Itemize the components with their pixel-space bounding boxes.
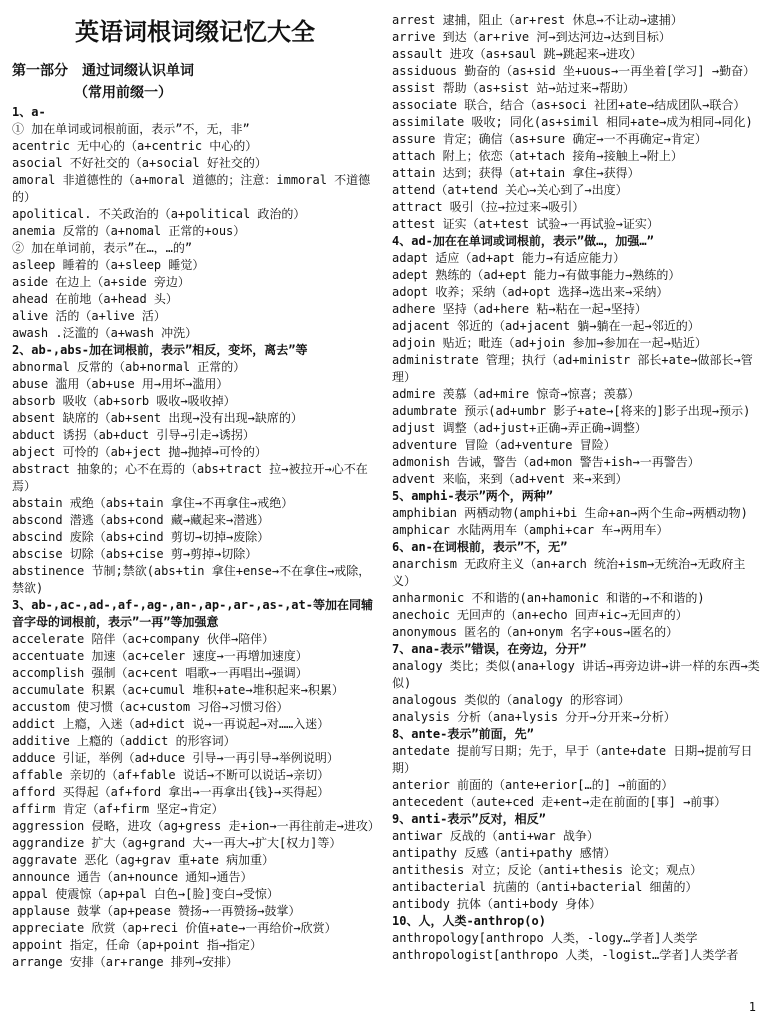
entry-line: aggravate 恶化（ag+grav 重+ate 病加重） xyxy=(12,853,275,867)
entry-line: affable 亲切的（af+fable 说话→不断可以说话→亲切） xyxy=(12,768,330,782)
entry-line: anemia 反常的（a+nomal 正常的+ous） xyxy=(12,224,246,238)
entry-line: appreciate 欣赏（ap+reci 价值+ate→一再给价→欣赏） xyxy=(12,921,337,935)
entry-line: applause 鼓掌（ap+pease 赞扬→一再赞扬→鼓掌） xyxy=(12,904,301,918)
entry-line: assimilate 吸收; 同化(as+simil 相同+ate→成为相同→同化) xyxy=(392,115,753,129)
section-heading: 9、anti-表示”反对，相反” xyxy=(392,812,546,826)
entry-line: adjacent 邻近的（ad+jacent 躺→躺在一起→邻近的） xyxy=(392,319,700,333)
entry-line: adjust 调整（ad+just+正确→弄正确→调整） xyxy=(392,421,647,435)
entry-line: adept 熟练的（ad+ept 能力→有做事能力→熟练的） xyxy=(392,268,681,282)
entry-line: alive 活的（a+live 活） xyxy=(12,309,166,323)
entry-line: amphibian 两栖动物(amphi+bi 生命+an→两个生命→两栖动物) xyxy=(392,506,748,520)
entry-line: administrate 管理；执行（ad+ministr 部长+ate→做部长→管理） xyxy=(392,353,753,384)
entry-line: apolitical. 不关政治的（a+political 政治的） xyxy=(12,207,306,221)
entry-line: amoral 非道德性的（a+moral 道德的；注意：immoral 不道德的） xyxy=(12,173,371,204)
section-heading: 10、人，人类-anthrop(o) xyxy=(392,914,546,928)
entry-line: adjoin 贴近；毗连（ad+join 参加→参加在一起→贴近） xyxy=(392,336,707,350)
section-heading: 2、ab-,abs-加在词根前，表示”相反，变坏，离去”等 xyxy=(12,343,308,357)
section-heading: 4、ad-加在在单词或词根前，表示”做…，加强…” xyxy=(392,234,654,248)
entry-line: analysis 分析（ana+lysis 分开→分开来→分析） xyxy=(392,710,676,724)
entry-line: antithesis 对立；反论（anti+thesis 论文；观点） xyxy=(392,863,703,877)
section-heading: 5、amphi-表示”两个，两种” xyxy=(392,489,554,503)
entry-line: adventure 冒险（ad+venture 冒险） xyxy=(392,438,616,452)
entry-line: absorb 吸收（ab+sorb 吸收→吸收掉） xyxy=(12,394,236,408)
entry-line: aside 在边上（a+side 旁边） xyxy=(12,275,190,289)
entry-line: anarchism 无政府主义（an+arch 统治+ism→无统治→无政府主义） xyxy=(392,557,746,588)
section-heading: 6、an-在词根前，表示”不，无” xyxy=(392,540,568,554)
entry-line: afford 买得起（af+ford 拿出→一再拿出{钱}→买得起） xyxy=(12,785,330,799)
entry-line: advent 来临，来到（ad+vent 来→来到） xyxy=(392,472,628,486)
entry-line: accentuate 加速（ac+celer 速度→一再增加速度） xyxy=(12,649,308,663)
section-heading: 8、ante-表示”前面，先” xyxy=(392,727,534,741)
entry-line: abscise 切除（abs+cise 剪→剪掉→切除） xyxy=(12,547,258,561)
entry-line: antecedent（aute+ced 走+ent→走在前面的[事] →前事） xyxy=(392,795,727,809)
entry-line: accelerate 陪伴（ac+company 伙伴→陪伴） xyxy=(12,632,275,646)
entry-line: associate 联合，结合（as+soci 社团+ate→结成团队→联合） xyxy=(392,98,746,112)
entry-line: adapt 适应（ad+apt 能力→有适应能力） xyxy=(392,251,626,265)
entry-line: abstract 抽象的；心不在焉的（abs+tract 拉→被拉开→心不在焉） xyxy=(12,462,368,493)
entry-line: attain 达到；获得（at+tain 拿住→获得） xyxy=(392,166,640,180)
entry-line: antibacterial 抗菌的（anti+bacterial 细菌的） xyxy=(392,880,698,894)
entry-line: antiwar 反战的（anti+war 战争） xyxy=(392,829,599,843)
entry-line: abstain 戒绝（abs+tain 拿住→不再拿住→戒绝） xyxy=(12,496,294,510)
entry-line: attach 附上；依恋（at+tach 接角→接触上→附上） xyxy=(392,149,683,163)
entry-line: affirm 肯定（af+firm 坚定→肯定） xyxy=(12,802,224,816)
entry-line: antipathy 反感（anti+pathy 感情） xyxy=(392,846,616,860)
entry-line: analogy 类比；类似(ana+logy 讲话→再旁边讲→讲一样的东西→类似) xyxy=(392,659,760,690)
entry-line: anechoic 无回声的（an+echo 回声+ic→无回声的） xyxy=(392,608,688,622)
part-subheading: （常用前缀一） xyxy=(74,85,172,101)
entry-line: attract 吸引（拉→拉过来→吸引） xyxy=(392,200,585,214)
entry-line: assist 帮助（as+sist 站→站过来→帮助） xyxy=(392,81,635,95)
entry-line: abuse 滥用（ab+use 用→用坏→滥用） xyxy=(12,377,229,391)
entry-line: ahead 在前地（a+head 头） xyxy=(12,292,178,306)
entry-line: awash .泛滥的（a+wash 冲洗） xyxy=(12,326,198,340)
entry-line: attend（at+tend 关心→关心到了→出度） xyxy=(392,183,628,197)
section-heading: 1、a- xyxy=(12,105,46,119)
entry-line: antedate 提前写日期；先于，早于（ante+date 日期→提前写日期） xyxy=(392,744,753,775)
entry-line: assure 肯定；确信（as+sure 确定→一不再确定→肯定） xyxy=(392,132,707,146)
entry-line: admonish 告诫，警告（ad+mon 警告+ish→一再警告） xyxy=(392,455,700,469)
entry-line: absent 缺席的（ab+sent 出现→没有出现→缺席的） xyxy=(12,411,303,425)
entry-line: adhere 坚持（ad+here 粘→粘在一起→坚持） xyxy=(392,302,647,316)
entry-line: assault 进攻（as+saul 跳→跳起来→进攻） xyxy=(392,47,643,61)
entry-line: accustom 使习惯（ac+custom 习俗→习惯习俗） xyxy=(12,700,289,714)
part-heading: 第一部分 通过词缀认识单词 xyxy=(12,63,194,79)
entry-line: arrange 安排（ar+range 排列→安排） xyxy=(12,955,239,969)
entry-line: abnormal 反常的（ab+normal 正常的） xyxy=(12,360,246,374)
entry-line: assiduous 勤奋的（as+sid 坐+uous→一再坐着[学习] →勤奋） xyxy=(392,64,756,78)
entry-line: abscind 废除（abs+cind 剪切→切掉→废除） xyxy=(12,530,270,544)
entry-line: anterior 前面的（ante+erior[…的] →前面的） xyxy=(392,778,674,792)
entry-line: announce 通告（an+nounce 通知→通告） xyxy=(12,870,253,884)
entry-line: analogous 类似的（analogy 的形容词） xyxy=(392,693,631,707)
entry-line: appoint 指定，任命（ap+point 指→指定） xyxy=(12,938,263,952)
entry-line: ① 加在单词或词根前面，表示”不，无，非” xyxy=(12,122,250,136)
entry-line: admire 羡慕（ad+mire 惊奇→惊喜；羡慕） xyxy=(392,387,640,401)
section-heading: 7、ana-表示”错误，在旁边，分开” xyxy=(392,642,587,656)
entry-line: aggression 侵略，进攻（ag+gress 走+ion→一再往前走→进攻） xyxy=(12,819,380,833)
entry-line: adumbrate 预示(ad+umbr 影子+ate→[将来的]影子出现→预示) xyxy=(392,404,751,418)
left-column xyxy=(12,12,378,1024)
document-title: 英语词根词缀记忆大全 xyxy=(75,18,315,46)
entry-line: asleep 睡着的（a+sleep 睡觉） xyxy=(12,258,205,272)
entry-line: accumulate 积累（ac+cumul 堆积+ate→堆积起来→积累） xyxy=(12,683,344,697)
entry-line: abstinence 节制;禁欲(abs+tin 拿住+ense→不在拿住→戒除，禁欲) xyxy=(12,564,371,595)
page-number: 1 xyxy=(748,1000,756,1014)
entry-line: abscond 潜逃（abs+cond 藏→藏起来→潜逃） xyxy=(12,513,270,527)
entry-line: antibody 抗体（anti+body 身体） xyxy=(392,897,602,911)
entry-line: appal 使震惊（ap+pal 白色→[脸]变白→受惊） xyxy=(12,887,279,901)
entry-line: asocial 不好社交的（a+social 好社交的） xyxy=(12,156,267,170)
entry-line: amphicar 水陆两用车（amphi+car 车→两用车） xyxy=(392,523,669,537)
right-column xyxy=(392,12,760,1024)
entry-line: additive 上瘾的（addict 的形容词） xyxy=(12,734,236,748)
entry-line: anthropology[anthropo 人类，-logy…学者]人类学 xyxy=(392,931,698,945)
entry-line: attest 证实（at+test 试验→一再试验→证实） xyxy=(392,217,659,231)
entry-line: adopt 收养；采纳（ad+opt 选择→选出来→采纳） xyxy=(392,285,669,299)
entry-line: arrest 逮捕，阻止（ar+rest 休息→不让动→逮捕） xyxy=(392,13,683,27)
entry-line: anonymous 匿名的（an+onym 名字+ous→匿名的） xyxy=(392,625,679,639)
entry-line: abduct 诱拐（ab+duct 引导→引走→诱拐） xyxy=(12,428,255,442)
entry-line: addict 上瘾，入迷（ad+dict 说→一再说起→对……入迷） xyxy=(12,717,330,731)
entry-line: anharmonic 不和谐的(an+hamonic 和谐的→不和谐的) xyxy=(392,591,705,605)
entry-line: ② 加在单词前，表示”在…，…的” xyxy=(12,241,193,255)
entry-line: adduce 引证，举例（ad+duce 引导→一再引导→举例说明） xyxy=(12,751,339,765)
entry-line: anthropologist[anthropo 人类，-logist…学者]人类学者 xyxy=(392,948,739,962)
entry-line: acentric 无中心的（a+centric 中心的） xyxy=(12,139,258,153)
entry-line: aggrandize 扩大（ag+grand 大→一再大→扩大[权力]等） xyxy=(12,836,342,850)
section-heading: 3、ab-,ac-,ad-,af-,ag-,an-,ap-,ar-,as-,at-等加在同辅音字母的词根前，表示”一再”等加强意 xyxy=(12,598,373,629)
entry-line: arrive 到达（ar+rive 河→到达河边→达到目标） xyxy=(392,30,671,44)
entry-line: abject 可怜的（ab+ject 抛→抛掉→可怜的） xyxy=(12,445,267,459)
entry-line: accomplish 强制（ac+cent 唱歌→一再唱出→强调） xyxy=(12,666,308,680)
